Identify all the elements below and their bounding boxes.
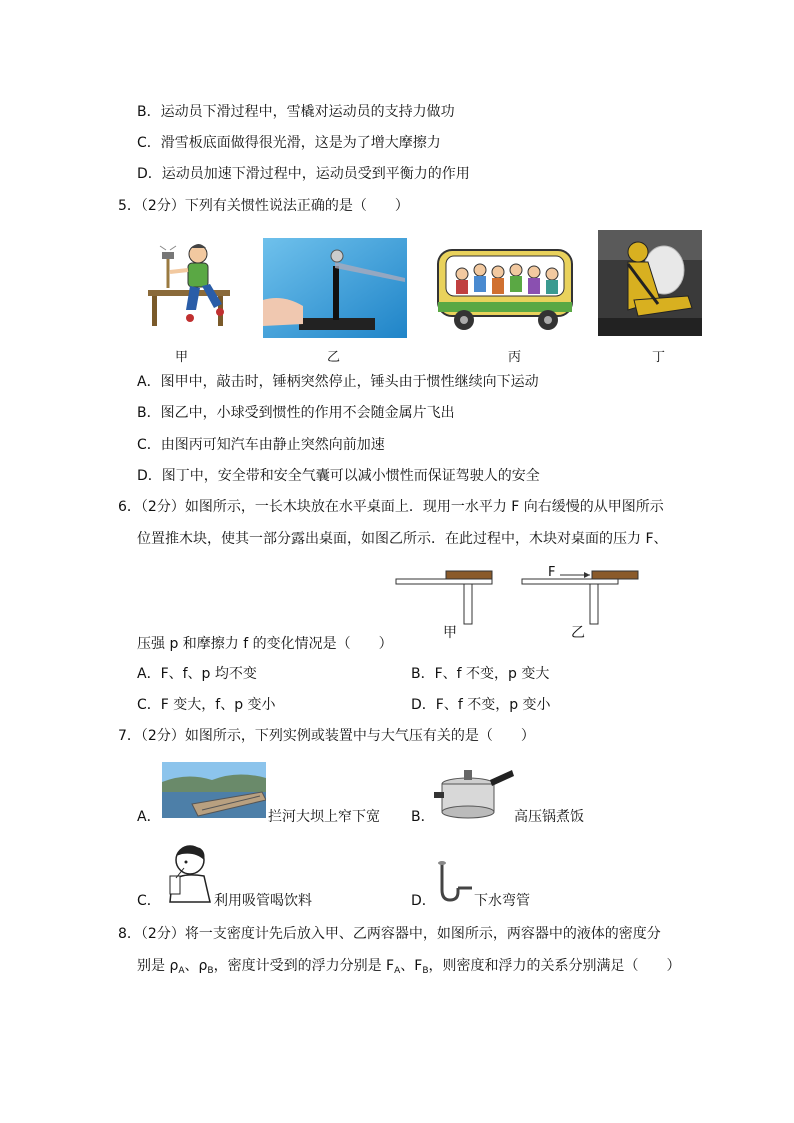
q6-stem-line3: 压强 p 和摩擦力 f 的变化情况是（ ） — [137, 636, 393, 652]
q4-option-b: B．运动员下滑过程中，雪橇对运动员的支持力做功 — [137, 104, 455, 120]
q6-option-c: C．F 变大，f、p 变小 — [137, 697, 276, 713]
hammer-man-image — [140, 238, 236, 330]
q5-caption-yi: 乙 — [327, 350, 341, 365]
q6-option-d: D．F、f 不变，p 变小 — [411, 697, 551, 713]
q5-option-a: A．图甲中，敲击时，锤柄突然停止，锤头由于惯性继续向下运动 — [137, 374, 539, 390]
q7-option-a-letter: A． — [137, 809, 161, 825]
q6-stem-line1: 6．（2分）如图所示，一长木块放在水平桌面上．现用一水平力 F 向右缓慢的从甲图所示 — [118, 499, 664, 515]
q6-option-a: A．F、f、p 均不变 — [137, 666, 257, 682]
dam-image — [162, 762, 266, 818]
q6-option-b: B．F、f 不变，p 变大 — [411, 666, 550, 682]
q7-stem: 7．（2分）如图所示，下列实例或装置中与大气压有关的是（ ） — [118, 728, 535, 744]
q8-stem-line1: 8．（2分）将一支密度计先后放入甲、乙两容器中，如图所示，两容器中的液体的密度分 — [118, 926, 661, 942]
q5-option-c: C．由图丙可知汽车由静止突然向前加速 — [137, 437, 385, 453]
boy-straw-image — [160, 842, 216, 904]
q8-stem-line2: 别是 $\rho_A$、$\rho_B$，密度计受到的浮力分别是 $F_A$、$F_B$，则密度和浮力的关系分别满足（ ） — [137, 958, 681, 976]
q5-caption-jia: 甲 — [175, 350, 189, 365]
q7-option-b-letter: B． — [411, 809, 435, 825]
q7-option-d-text: 下水弯管 — [474, 893, 530, 909]
q4-option-d: D．运动员加速下滑过程中，运动员受到平衡力的作用 — [137, 166, 470, 182]
force-label: F — [548, 565, 556, 580]
drain-trap-image — [436, 860, 474, 906]
q5-stem: 5．（2分）下列有关惯性说法正确的是（ ） — [118, 198, 409, 214]
q7-option-c-text: 利用吸管喝饮料 — [214, 893, 312, 909]
pressure-cooker-image — [434, 762, 516, 820]
q7-option-a-text: 拦河大坝上窄下宽 — [268, 809, 380, 825]
inertia-card-image — [263, 238, 407, 338]
table-block-diagram — [394, 562, 644, 642]
q6-caption-jia: 甲 — [443, 625, 457, 641]
q6-stem-line2: 位置推木块，使其一部分露出桌面，如图乙所示．在此过程中，木块对桌面的压力 F、 — [137, 531, 668, 547]
q7-option-c-letter: C． — [137, 893, 161, 909]
airbag-dummy-image — [598, 230, 702, 336]
q5-option-b: B．图乙中，小球受到惯性的作用不会随金属片飞出 — [137, 405, 455, 421]
q5-caption-ding: 丁 — [652, 350, 666, 365]
q5-option-d: D．图丁中，安全带和安全气囊可以减小惯性而保证驾驶人的安全 — [137, 468, 540, 484]
q7-option-b-text: 高压锅煮饭 — [514, 809, 584, 825]
q4-option-c: C．滑雪板底面做得很光滑，这是为了增大摩擦力 — [137, 135, 441, 151]
q7-option-d-letter: D． — [411, 893, 436, 909]
q5-caption-bing: 丙 — [508, 350, 522, 365]
bus-passengers-image — [436, 244, 576, 334]
q6-caption-yi: 乙 — [571, 625, 585, 641]
